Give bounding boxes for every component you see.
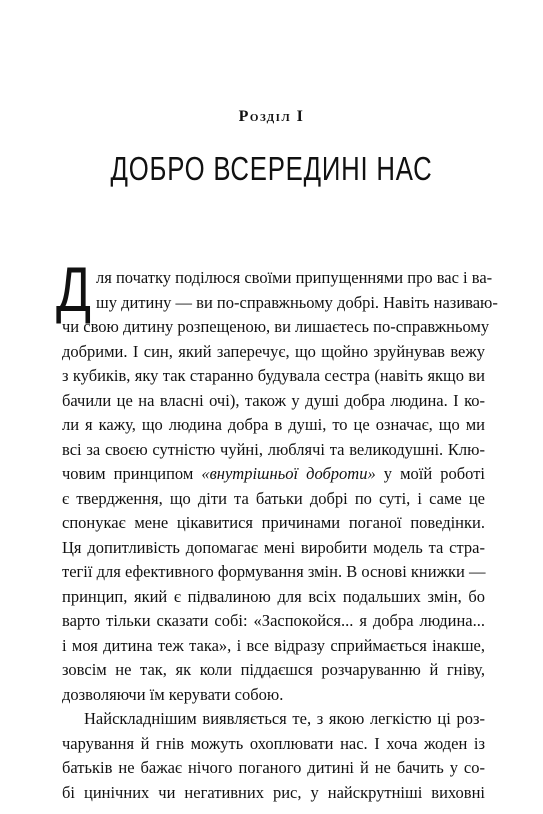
text-line: з кубиків, яку так старанно будувала сестра (навіть якщо ви [62, 366, 485, 385]
text-line: батьків не бажає нічого поганого дитині й не бачить у со- [62, 758, 485, 777]
text-line: добрими. І син, який заперечує, що щойно зруйнував вежу [62, 341, 485, 361]
text-line: всі за своєю сутністю чуйні, люблячі та великодушні. Клю- [62, 439, 485, 459]
text-line-with-emphasis [62, 462, 485, 487]
text-line: шу дитину — ви по-справжньому добрі. Навіть називаю- [96, 292, 498, 312]
chapter-title: ДОБРО ВСЕРЕДИНІ НАС [110, 150, 433, 187]
text-fragment: човим принципом [62, 464, 194, 483]
text-line: зовсім не так, як коли піддаєшся розчаруванню й гніву, [62, 660, 485, 679]
text-line: Найскладнішим виявляється те, з якою легкістю ці роз- [84, 709, 485, 728]
text-line: чарування й гнів можуть охоплювати нас. І хоча жоден із [62, 733, 485, 753]
text-fragment: у моїй роботі [383, 464, 486, 483]
chapter-label: Розділ I [238, 108, 305, 125]
text-line: і моя дитина теж така», і все відразу сприймається інакше, [62, 635, 485, 655]
text-line: дозволяючи їм керувати собою. [62, 684, 284, 704]
text-line: є твердження, що діти та батьки добрі по суті, і саме це [62, 488, 485, 508]
text-line: ли я кажу, що людина добра в душі, то це означає, що ми [62, 415, 485, 434]
text-line: принцип, який є підвалиною для всіх подальших змін, бо [62, 586, 485, 606]
text-line: бачили це на власні очі), також у душі добра людина. І ко- [62, 390, 485, 410]
text-line: спонукає мене цікавитися причинами поганої поведінки. [62, 513, 485, 532]
drop-cap: Д [56, 255, 91, 325]
body-text [56, 255, 498, 805]
text-line: бі цинічних чи негативних рис, у найскрутніші виховні [62, 782, 485, 802]
text-line: ля початку поділюся своїми припущеннями про вас і ва- [96, 268, 493, 287]
text-line: чи свою дитину розпещеною, ви лишаєтесь по-справжньому [62, 317, 490, 336]
text-line: тегії для ефективного формування змін. В основі книжки — [62, 562, 486, 581]
text-line: Ця допитливість допомагає мені виробити модель та стра- [62, 537, 485, 557]
text-line: варто тільки сказати собі: «Заспокойся... я добра людина... [62, 611, 485, 630]
emphasis-term: «внутрішньої доброти» [201, 464, 376, 483]
